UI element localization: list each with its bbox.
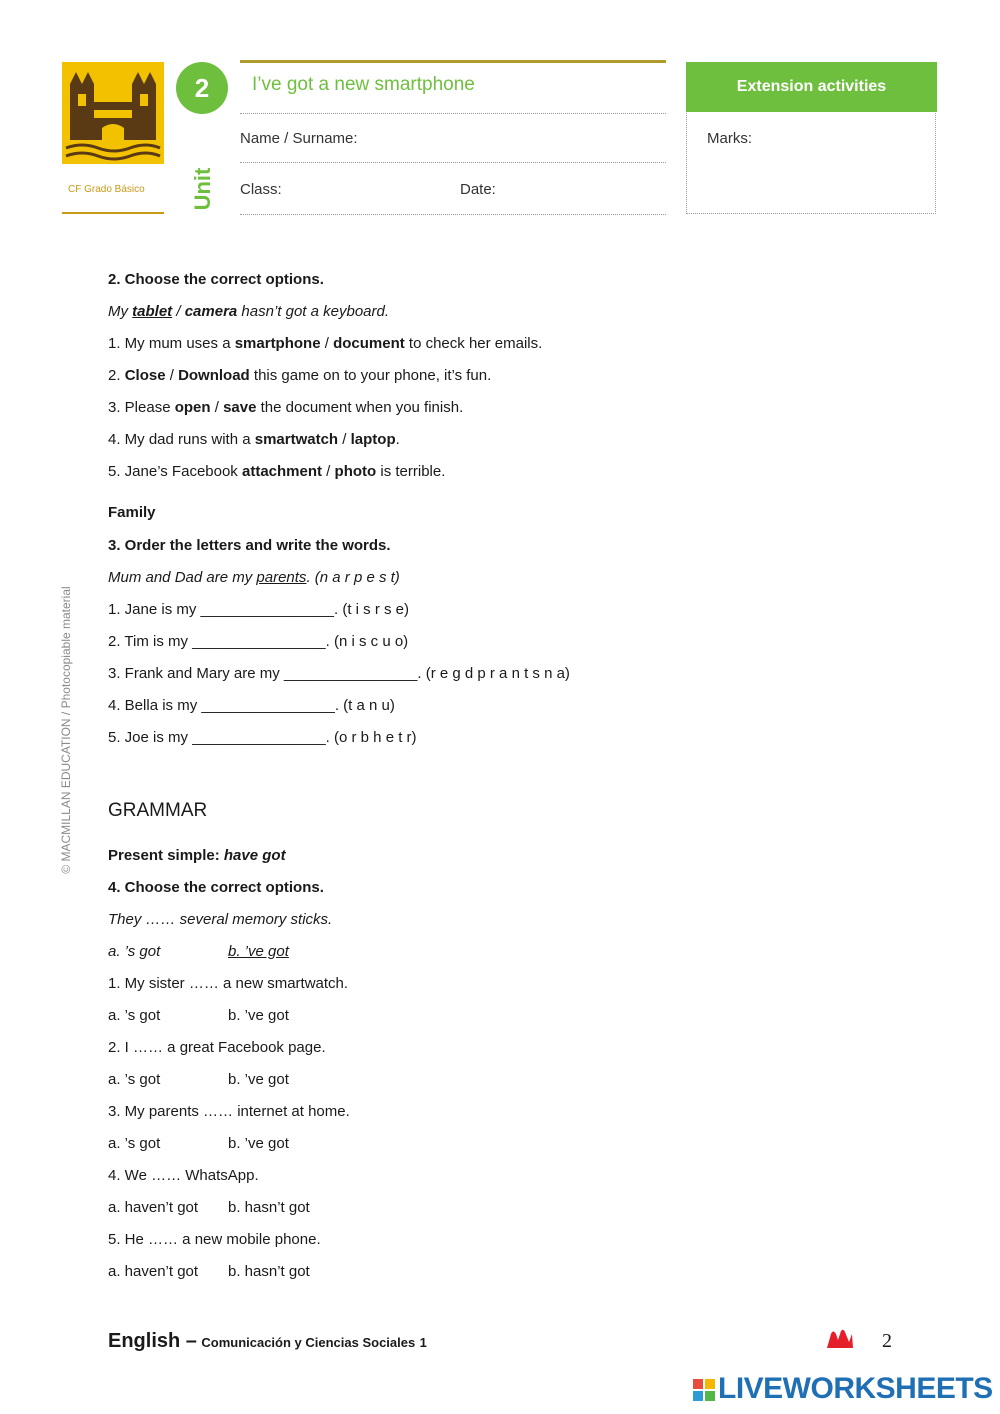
option-1[interactable]: attachment bbox=[241, 463, 323, 480]
page-number: 2 bbox=[882, 1330, 892, 1352]
option-1[interactable]: smartwatch bbox=[254, 431, 339, 448]
option-b[interactable]: b. hasn’t got bbox=[228, 1199, 310, 1216]
exercise-4-options bbox=[108, 1007, 408, 1025]
name-field-line[interactable] bbox=[240, 162, 666, 163]
option-2[interactable]: laptop bbox=[350, 431, 396, 448]
unit-number-badge: 2 bbox=[176, 62, 228, 114]
liveworksheets-logo-icon bbox=[692, 1378, 718, 1402]
exercise-4-options bbox=[108, 1263, 408, 1281]
item-text: 5. Jane’s Facebook bbox=[108, 463, 242, 480]
unit-label: Unit bbox=[190, 167, 215, 211]
exercise-4-example-options bbox=[108, 943, 408, 961]
class-date-field-line[interactable] bbox=[240, 214, 666, 215]
exercise-4-options bbox=[108, 1199, 408, 1217]
exercise-2-item bbox=[108, 335, 542, 353]
option-2[interactable]: document bbox=[333, 335, 405, 352]
exercise-3-heading: 3. Order the letters and write the words. bbox=[108, 537, 391, 554]
footer-level: 1 bbox=[419, 1335, 427, 1350]
option-a[interactable]: a. ’s got bbox=[108, 1135, 161, 1152]
option-b[interactable]: b. hasn’t got bbox=[228, 1263, 310, 1280]
exercise-4-question: 5. He …… a new mobile phone. bbox=[108, 1231, 321, 1248]
exercise-2-heading: 2. Choose the correct options. bbox=[108, 271, 324, 288]
logo-caption: CF Grado Básico bbox=[68, 184, 145, 195]
option-a[interactable]: a. ’s got bbox=[108, 1071, 161, 1088]
exercise-4-options bbox=[108, 1135, 408, 1153]
option-2[interactable]: save bbox=[223, 399, 257, 416]
exercise-3-item[interactable]: 3. Frank and Mary are my ________________. (r e g d p r a n t s n a) bbox=[108, 665, 570, 682]
item-text: the document when you finish. bbox=[256, 399, 464, 416]
option-a[interactable]: a. haven’t got bbox=[108, 1199, 199, 1216]
example-answer: b. ’ve got bbox=[228, 943, 289, 960]
example-text: hasn’t got a keyboard. bbox=[237, 303, 390, 320]
option-2[interactable]: photo bbox=[334, 463, 377, 480]
item-text: 1. My mum uses a bbox=[108, 335, 235, 352]
grammar-subheading bbox=[108, 847, 286, 865]
exercise-2-example bbox=[108, 303, 389, 321]
option-separator: / bbox=[172, 303, 185, 320]
option-2[interactable]: Download bbox=[178, 367, 250, 384]
item-text: is terrible. bbox=[376, 463, 446, 480]
footer-course-line bbox=[108, 1330, 427, 1353]
footer-course: Comunicación y Ciencias Sociales bbox=[201, 1335, 416, 1350]
option-separator: / bbox=[320, 335, 334, 352]
copyright-side-text: © MACMILLAN EDUCATION / Photocopiable material bbox=[59, 586, 73, 874]
exercise-2-item bbox=[108, 463, 445, 481]
item-text: . bbox=[395, 431, 400, 448]
footer-subject: English – bbox=[108, 1330, 197, 1352]
option-1[interactable]: open bbox=[174, 399, 211, 416]
item-text: this game on to your phone, it’s fun. bbox=[249, 367, 492, 384]
example-text: . (n a r p e s t) bbox=[306, 569, 400, 586]
title-divider bbox=[240, 113, 666, 114]
liveworksheets-watermark: LIVEWORKSHEETS bbox=[718, 1372, 993, 1405]
exercise-4-options bbox=[108, 1071, 408, 1089]
class-label: Class: bbox=[240, 181, 282, 198]
option-1[interactable]: Close bbox=[124, 367, 166, 384]
item-text: 4. My dad runs with a bbox=[108, 431, 255, 448]
exercise-4-example-sentence: They …… several memory sticks. bbox=[108, 911, 333, 928]
option-b[interactable]: b. ’ve got bbox=[228, 1135, 289, 1152]
exercise-2-item bbox=[108, 431, 400, 449]
exercise-4-question: 2. I …… a great Facebook page. bbox=[108, 1039, 326, 1056]
exercise-3-example bbox=[108, 569, 400, 587]
exercise-4-question: 4. We …… WhatsApp. bbox=[108, 1167, 259, 1184]
subheading-text: Present simple: bbox=[108, 847, 224, 864]
option-b[interactable]: b. ’ve got bbox=[228, 1071, 289, 1088]
exercise-4-question: 1. My sister …… a new smartwatch. bbox=[108, 975, 349, 992]
option-separator: / bbox=[338, 431, 351, 448]
title-top-rule bbox=[240, 60, 666, 63]
example-answer: parents bbox=[256, 569, 307, 586]
option-separator: / bbox=[165, 367, 179, 384]
example-option-a: a. ’s got bbox=[108, 943, 161, 960]
macmillan-logo-icon bbox=[826, 1328, 854, 1350]
option-separator: / bbox=[322, 463, 335, 480]
exercise-3-item[interactable]: 1. Jane is my ________________. (t i s r s e) bbox=[108, 601, 410, 618]
grammar-section-heading: GRAMMAR bbox=[108, 800, 208, 821]
extension-activities-banner: Extension activities bbox=[686, 62, 937, 112]
exercise-4-question: 3. My parents …… internet at home. bbox=[108, 1103, 350, 1120]
name-surname-label: Name / Surname: bbox=[240, 130, 358, 147]
worksheet-title: I’ve got a new smartphone bbox=[252, 74, 475, 95]
marks-label: Marks: bbox=[707, 130, 752, 147]
exercise-3-item[interactable]: 4. Bella is my ________________. (t a n u) bbox=[108, 697, 395, 714]
option-1[interactable]: smartphone bbox=[234, 335, 321, 352]
option-a[interactable]: a. haven’t got bbox=[108, 1263, 199, 1280]
exercise-3-item[interactable]: 2. Tim is my ________________. (n i s c u o) bbox=[108, 633, 409, 650]
logo-divider bbox=[62, 212, 164, 214]
exercise-4-heading: 4. Choose the correct options. bbox=[108, 879, 324, 896]
option-b[interactable]: b. ’ve got bbox=[228, 1007, 289, 1024]
item-text: 3. Please bbox=[108, 399, 175, 416]
castle-icon bbox=[62, 62, 164, 164]
option-a[interactable]: a. ’s got bbox=[108, 1007, 161, 1024]
example-text: My bbox=[108, 303, 133, 320]
school-logo bbox=[62, 62, 164, 164]
subheading-emphasis: have got bbox=[223, 847, 286, 864]
exercise-3-item[interactable]: 5. Joe is my ________________. (o r b h e t r) bbox=[108, 729, 417, 746]
date-label: Date: bbox=[460, 181, 496, 198]
family-section-heading: Family bbox=[108, 504, 156, 521]
item-text: to check her emails. bbox=[404, 335, 543, 352]
example-option: camera bbox=[184, 303, 238, 320]
example-text: Mum and Dad are my bbox=[108, 569, 257, 586]
example-answer: tablet bbox=[132, 303, 173, 320]
exercise-2-item bbox=[108, 399, 463, 417]
exercise-2-item bbox=[108, 367, 491, 385]
option-separator: / bbox=[210, 399, 224, 416]
item-text: 2. bbox=[108, 367, 125, 384]
